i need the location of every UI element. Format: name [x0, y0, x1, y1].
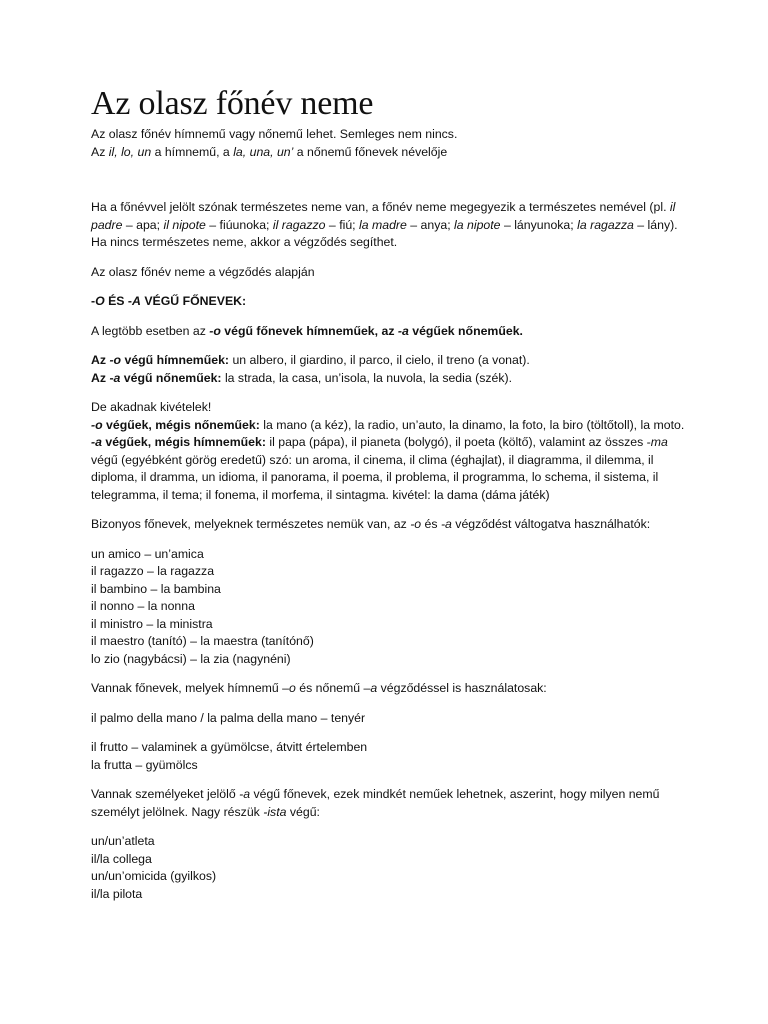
intro-line-2: [91, 144, 691, 162]
list-item: la frutta – gyümölcs: [91, 757, 198, 772]
ending-italic: -o: [109, 353, 122, 367]
paragraph-text: A legtöbb esetben az: [91, 323, 210, 338]
heading-text: -: [91, 294, 96, 308]
paragraph-text: végződéssel is használatosak:: [377, 681, 547, 695]
paragraph-text: – fiú;: [325, 217, 360, 232]
example-italic: la nipote: [454, 217, 501, 232]
intro-text: a hímnemű, a: [151, 144, 234, 159]
label-text: végűek, mégis nőneműek:: [102, 417, 260, 432]
examples-text: végű (egyébként görög eredetű) szó: un aroma, il cinema, il clima (éghajlat), il diagramma, il dilemma, il diploma, il dramma, un idioma, il panorama, il poema, il problema, il programma, lo schema, il sistema, il telegramma, il tema; il fonema, il morfema, il sintagma. kivétel: la dama (dáma játék): [91, 452, 659, 502]
ending-italic: ma: [650, 435, 668, 449]
by-ending-paragraph: Az olasz főnév neme a végződés alapján: [91, 264, 315, 279]
example-italic: la madre: [359, 217, 407, 232]
list-item: il maestro (tanító) – la maestra (tanítónő): [91, 634, 314, 648]
palm-example: il palmo della mano / la palma della mano – tenyér: [91, 710, 366, 725]
a-exceptions: [91, 434, 691, 504]
heading-text: VÉGŰ FŐNEVEK:: [140, 294, 247, 308]
alternating-intro: [91, 516, 691, 534]
persons-list: [91, 833, 691, 903]
ending-italic: -a: [440, 517, 452, 531]
label-text: végű nőneműek:: [120, 370, 222, 385]
ending-italic: -a: [239, 787, 251, 801]
paragraph-text: – lányunoka;: [500, 217, 578, 232]
paragraph-text-bold: végűek nőneműek.: [408, 323, 523, 338]
ending-italic: a: [370, 681, 378, 695]
paragraph-text: Ha a főnévvel jelölt szónak természetes neme van, a főnév neme megegyezik a természetes nemével (pl.: [91, 200, 670, 214]
intro-article-italic: il, lo, un: [108, 144, 152, 159]
list-item: il bambino – la bambina: [91, 581, 221, 596]
examples-paragraph: [91, 352, 691, 387]
intro-text: Az: [91, 144, 109, 159]
paragraph-text: – anya;: [406, 217, 455, 232]
section-heading: [91, 293, 691, 311]
label-text: végűek, mégis hímneműek:: [101, 435, 266, 449]
example-italic: il nipote: [163, 217, 206, 232]
heading-italic: A: [132, 294, 141, 308]
persons-intro: [91, 786, 691, 821]
examples-text: la strada, la casa, un’isola, la nuvola, la sedia (szék).: [221, 370, 513, 385]
both-forms-intro: [91, 680, 691, 698]
label-text: Az: [91, 370, 110, 385]
paragraph-text: Vannak személyeket jelölő: [91, 787, 240, 801]
list-item: il/la pilota: [91, 886, 143, 901]
feminine-examples: [91, 370, 691, 388]
intro-text: a nőnemű főnevek névelője: [293, 144, 448, 159]
ending-italic: -o: [410, 517, 422, 531]
paragraph-text: Vannak főnevek, melyek hímnemű –: [91, 681, 289, 695]
ending-italic: -o: [91, 417, 103, 432]
ending-italic: -ista: [263, 804, 287, 819]
ending-italic: -a: [91, 435, 102, 449]
paragraph-text: és nőnemű –: [295, 681, 371, 695]
heading-italic: O: [95, 294, 105, 308]
list-item: il ministro – la ministra: [91, 616, 213, 631]
exceptions-paragraph: [91, 399, 691, 504]
list-item: un/un’omicida (gyilkos): [91, 869, 217, 883]
fruit-examples: [91, 739, 691, 774]
list-item: il/la collega: [91, 851, 152, 866]
example-italic: il ragazzo: [272, 217, 326, 232]
label-text: végű hímneműek:: [121, 353, 230, 367]
example-italic: la ragazza: [577, 217, 634, 232]
examples-text: la mano (a kéz), la radio, un’auto, la dinamo, la foto, la biro (töltőtoll), la moto.: [259, 417, 685, 432]
example-italic: il padre: [91, 200, 676, 232]
intro-line-1: Az olasz főnév hímnemű vagy nőnemű lehet. Semleges nem nincs.: [91, 127, 458, 141]
ending-italic: -a: [397, 323, 409, 338]
exceptions-intro: De akadnak kivételek!: [91, 400, 212, 414]
paragraph-text: – lány). Ha nincs természetes neme, akkor a végződés segíthet.: [91, 217, 678, 249]
alternating-list: [91, 546, 691, 669]
list-item: un/un’atleta: [91, 834, 155, 848]
ending-italic: -a: [109, 370, 121, 385]
paragraph-text: végződést váltogatva használhatók:: [451, 517, 651, 531]
intro-article-italic: la, una, un’: [233, 144, 294, 159]
rule-paragraph: [91, 323, 691, 341]
paragraph-text: – apa;: [122, 217, 164, 232]
heading-text: ÉS -: [104, 294, 133, 308]
paragraph-text: végű:: [286, 804, 320, 819]
label-text: Az: [91, 353, 110, 367]
examples-text: il papa (pápa), il pianeta (bolygó), il poeta (költő), valamint az összes -: [265, 435, 651, 449]
list-item: il nonno – la nonna: [91, 599, 195, 613]
document-page: [91, 84, 691, 903]
list-item: il ragazzo – la ragazza: [91, 564, 215, 578]
paragraph-text: Bizonyos főnevek, melyeknek természetes nemük van, az: [91, 517, 411, 531]
masculine-examples: [91, 352, 691, 370]
list-item: lo zio (nagybácsi) – la zia (nagynéni): [91, 651, 291, 666]
ending-italic: o: [289, 681, 296, 695]
natural-gender-paragraph: [91, 199, 691, 252]
examples-text: un albero, il giardino, il parco, il cielo, il treno (a vonat).: [229, 353, 530, 367]
paragraph-text: – fiúunoka;: [205, 217, 273, 232]
paragraph-text: és: [421, 517, 441, 531]
page-title: Az olasz főnév neme: [91, 85, 374, 122]
o-exceptions: [91, 417, 691, 435]
paragraph-text: végű főnevek, ezek mindkét neműek lehetnek, aszerint, hogy milyen nemű személyt jelölnek. Nagy részük: [91, 787, 660, 819]
ending-italic: -o: [209, 323, 221, 338]
paragraph-text-bold: végű főnevek hímneműek, az: [220, 323, 398, 338]
list-item: il frutto – valaminek a gyümölcse, átvitt értelemben: [91, 740, 368, 754]
list-item: un amico – un’amica: [91, 546, 204, 561]
